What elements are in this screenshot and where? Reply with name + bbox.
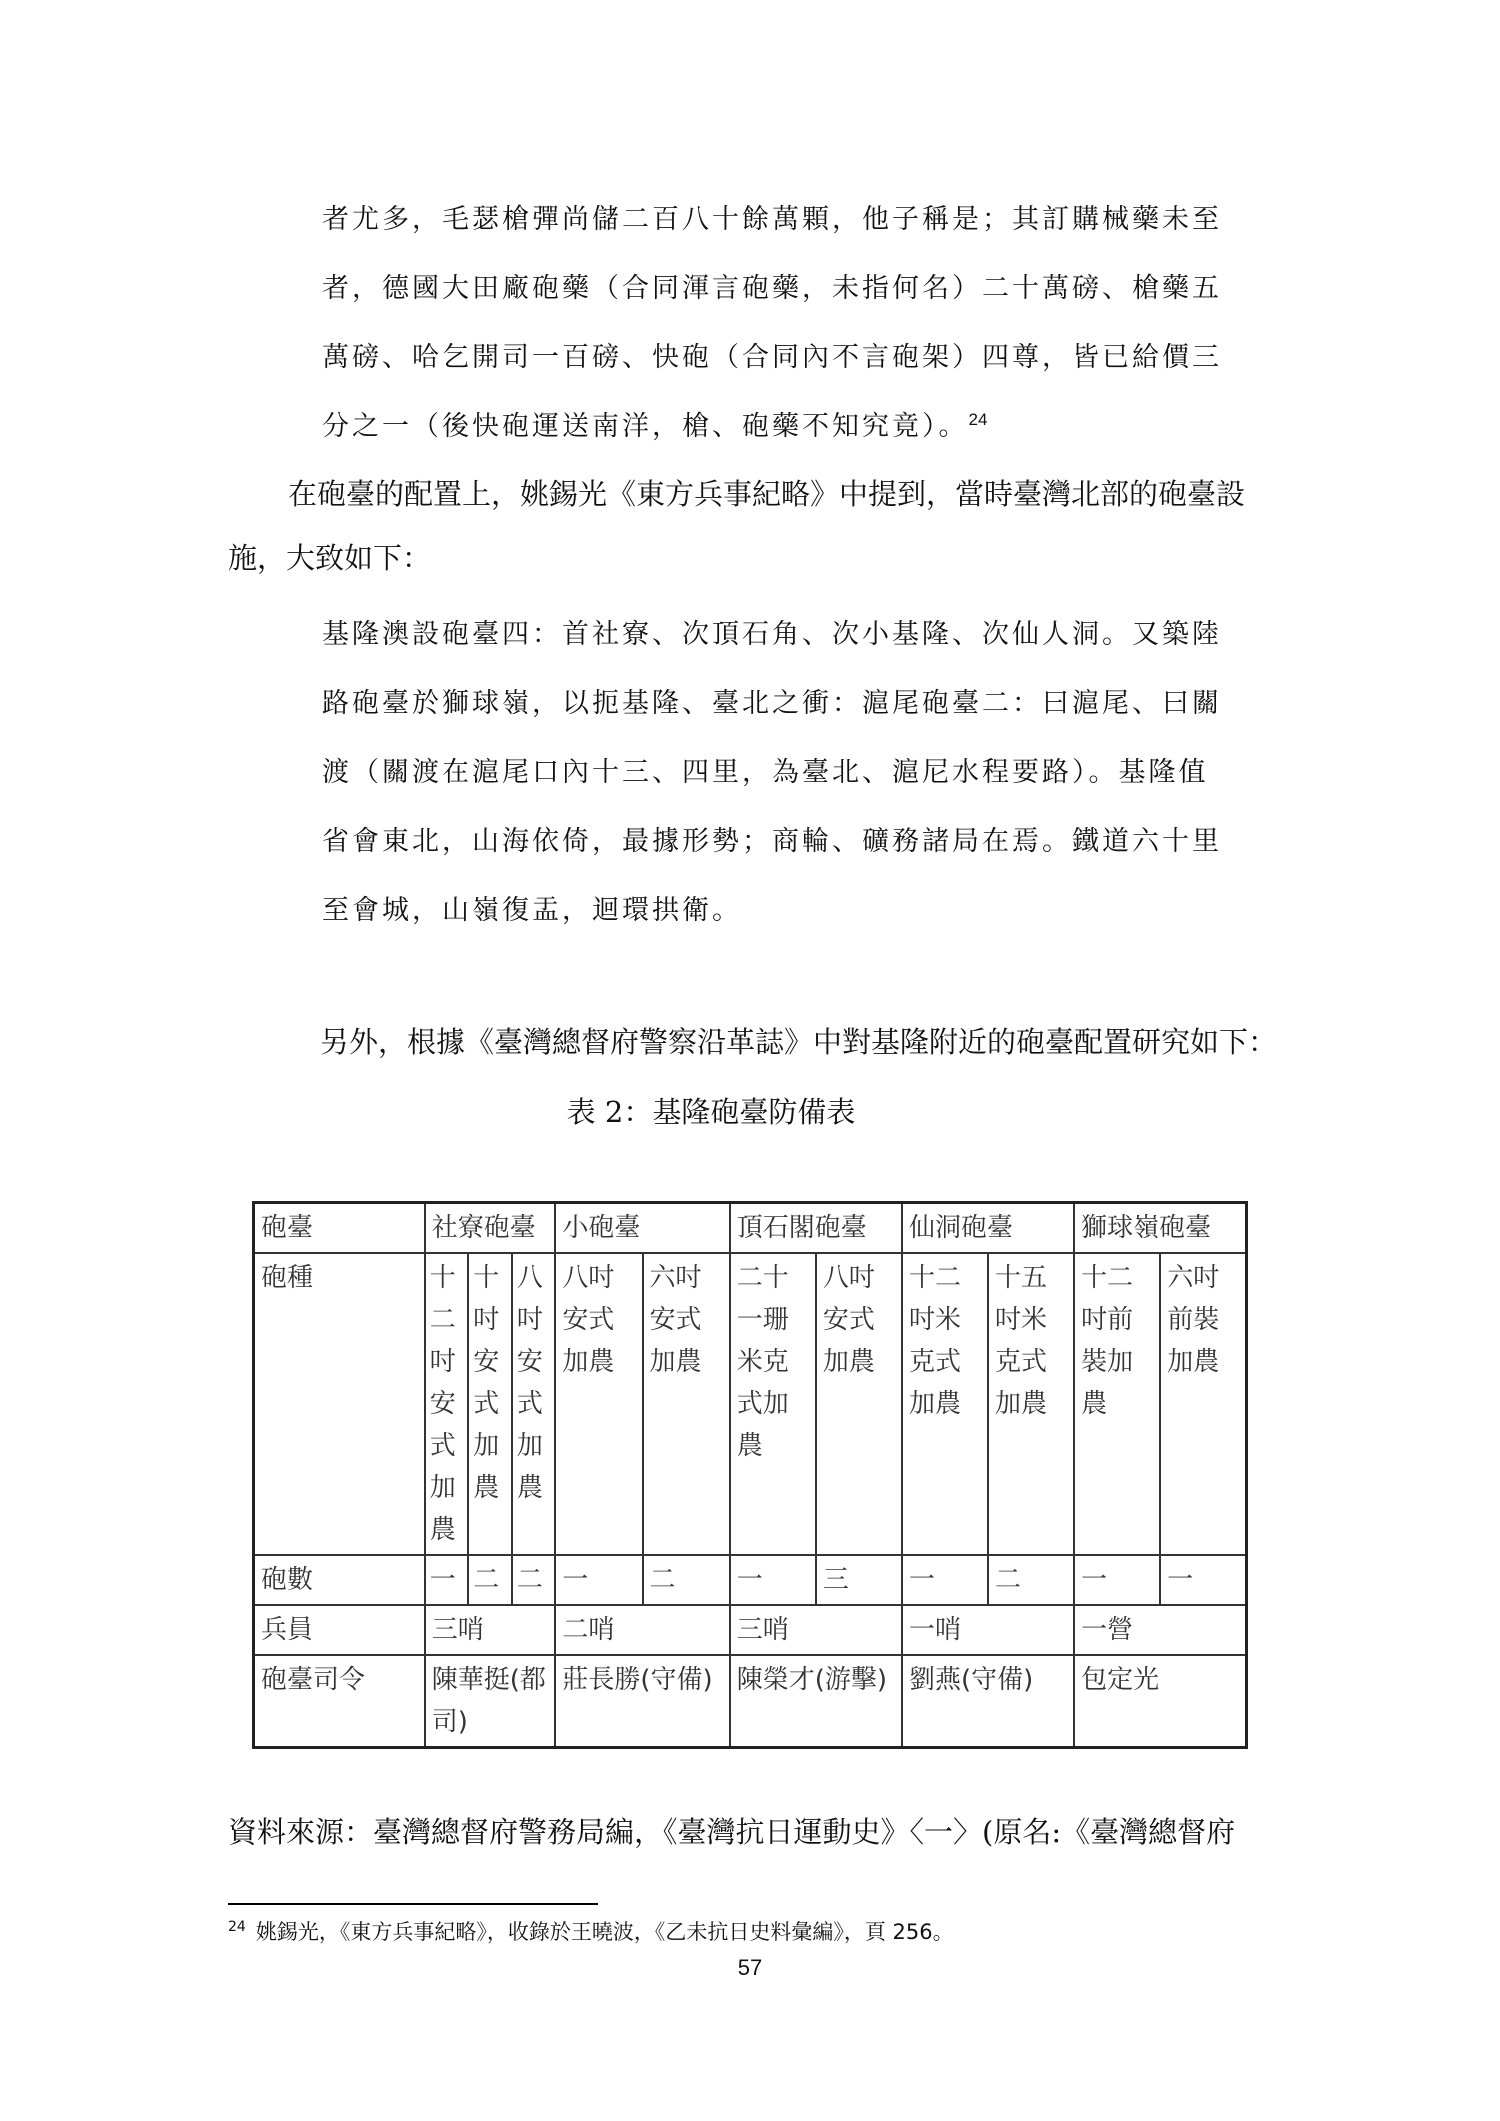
footnote-number: 24 [228, 1919, 246, 1935]
fort-name: 社寮砲臺 [425, 1203, 556, 1254]
gun-type-cell: 八吋安式加農 [512, 1253, 556, 1555]
row-label: 砲臺 [254, 1203, 425, 1254]
fort-name: 仙洞砲臺 [902, 1203, 1074, 1254]
gun-count-cell: 一 [1160, 1555, 1246, 1605]
quote-line: 渡（關渡在滬尾口內十三、四里，為臺北、滬尼水程要路）。基隆值 [322, 757, 1209, 788]
paragraph-line: 另外，根據《臺灣總督府警察沿革誌》中對基隆附近的砲臺配置研究如下： [320, 1025, 1278, 1059]
quote-line: 至會城，山嶺復盂，迴環拱衛。 [322, 895, 742, 926]
block-quote-1 [322, 185, 1222, 461]
gun-type-cell: 十二吋米克式加農 [902, 1253, 988, 1555]
gun-type-cell: 十五吋米克式加農 [988, 1253, 1074, 1555]
commander-cell: 包定光 [1074, 1655, 1246, 1748]
gun-count-cell: 二 [512, 1555, 556, 1605]
fort-defense-table [252, 1201, 1248, 1749]
gun-count-cell: 二 [988, 1555, 1074, 1605]
troops-cell: 一哨 [902, 1605, 1074, 1655]
quote-line: 路砲臺於獅球嶺，以扼基隆、臺北之衝：滬尾砲臺二：曰滬尾、曰關 [322, 688, 1222, 719]
gun-type-cell: 十二吋前裝加農 [1074, 1253, 1160, 1555]
quote-line: 省會東北，山海依倚，最據形勢；商輪、礦務諸局在焉。鐵道六十里 [322, 826, 1222, 857]
gun-count-cell: 二 [468, 1555, 512, 1605]
table-header-row [254, 1203, 1247, 1254]
table-row-troops [254, 1605, 1247, 1655]
quote-line-text: 分之一（後快砲運送南洋，槍、砲藥不知究竟）。 [322, 411, 969, 442]
quote-line [322, 392, 1222, 461]
table-row-commander [254, 1655, 1247, 1748]
troops-cell: 二哨 [555, 1605, 729, 1655]
footnote [228, 1914, 1288, 1950]
gun-type-cell: 六吋前裝加農 [1160, 1253, 1246, 1555]
troops-cell: 三哨 [425, 1605, 556, 1655]
gun-count-cell: 一 [730, 1555, 816, 1605]
fort-name: 頂石閣砲臺 [730, 1203, 902, 1254]
row-label: 砲數 [254, 1555, 425, 1605]
gun-type-cell: 八吋安式加農 [555, 1253, 642, 1555]
gun-count-cell: 一 [902, 1555, 988, 1605]
row-label: 砲臺司令 [254, 1655, 425, 1748]
paragraph-line: 在砲臺的配置上，姚錫光《東方兵事紀略》中提到，當時臺灣北部的砲臺設 [288, 477, 1246, 511]
quote-line: 者尤多，毛瑟槍彈尚儲二百八十餘萬顆，他子稱是；其訂購械藥未至 [322, 204, 1222, 235]
quote-line: 基隆澳設砲臺四：首社寮、次頂石角、次小基隆、次仙人洞。又築陸 [322, 619, 1222, 650]
body-paragraph-1 [228, 462, 1288, 590]
gun-count-cell: 一 [425, 1555, 469, 1605]
row-label: 砲種 [254, 1253, 425, 1555]
gun-type-cell: 八吋安式加農 [816, 1253, 902, 1555]
page-number: 57 [737, 1955, 763, 1980]
gun-type-cell: 六吋安式加農 [643, 1253, 730, 1555]
troops-cell: 一營 [1074, 1605, 1246, 1655]
gun-type-cell: 十吋安式加農 [468, 1253, 512, 1555]
gun-type-cell: 十二吋安式加農 [425, 1253, 469, 1555]
gun-count-cell: 一 [1074, 1555, 1160, 1605]
troops-cell: 三哨 [730, 1605, 902, 1655]
footnote-text: 姚錫光，《東方兵事紀略》，收錄於王曉波，《乙未抗日史料彙編》，頁 256。 [255, 1920, 954, 1944]
fort-name: 小砲臺 [555, 1203, 729, 1254]
commander-cell: 陳榮才(游擊) [730, 1655, 902, 1748]
table-source-note: 資料來源：臺灣總督府警務局編，《臺灣抗日運動史》〈一〉(原名:《臺灣總督府 [228, 1815, 1236, 1849]
gun-count-cell: 一 [555, 1555, 642, 1605]
gun-type-cell: 二十一珊米克式加農 [730, 1253, 816, 1555]
footnote-reference[interactable]: 24 [968, 410, 988, 429]
paragraph-line: 施，大致如下： [228, 541, 432, 575]
table-row-gun-count [254, 1555, 1247, 1605]
gun-count-cell: 二 [643, 1555, 730, 1605]
commander-cell: 劉燕(守備) [902, 1655, 1074, 1748]
quote-line: 者，德國大田廠砲藥（合同渾言砲藥，未指何名）二十萬磅、槍藥五 [322, 273, 1222, 304]
footnote-divider [228, 1903, 598, 1905]
table-row-gun-type [254, 1253, 1247, 1555]
block-quote-2 [322, 600, 1222, 945]
row-label: 兵員 [254, 1605, 425, 1655]
commander-cell: 陳華挺(都司) [425, 1655, 556, 1748]
commander-cell: 莊長勝(守備) [555, 1655, 729, 1748]
quote-line: 萬磅、哈乞開司一百磅、快砲（合同內不言砲架）四尊，皆已給價三 [322, 342, 1222, 373]
body-paragraph-2 [228, 1010, 1380, 1074]
gun-count-cell: 三 [816, 1555, 902, 1605]
fort-name: 獅球嶺砲臺 [1074, 1203, 1246, 1254]
table-caption: 表 2：基隆砲臺防備表 [566, 1095, 856, 1129]
